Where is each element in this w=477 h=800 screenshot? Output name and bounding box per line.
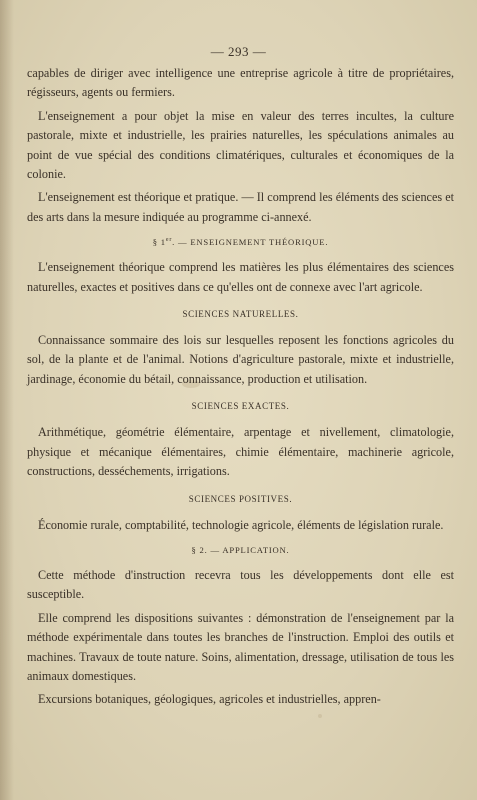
paper-stain — [318, 714, 322, 718]
paragraph: Cette méthode d'instruction recevra tous les développements dont elle est susceptible. — [27, 567, 454, 602]
page-number: — 293 — — [210, 44, 267, 59]
paragraph: Excursions botaniques, géologiques, agricoles et industrielles, appren- — [38, 692, 381, 707]
paragraph: Connaissance sommaire des lois sur lesquelles reposent les fonctions agricoles du sol, de la plante et de l'animal. Notions d'agriculture pastorale, mixte et industrielle, jardinage, économie du bétail, connaissance, production et utilisation. — [27, 333, 454, 386]
paragraph: Arithmétique, géométrie élémentaire, arpentage et nivellement, climatologie, physique et mécanique élémentaires, chimie élémentaire, machinerie agricole, constructions, desséchements, irrigations. — [27, 425, 454, 479]
section-heading — [27, 237, 454, 247]
paragraph: L'enseignement théorique comprend les matières les plus élémentaires des sciences naturelles, exactes et positives dans ce qu'elles ont de connexe avec l'art agricole. — [27, 260, 454, 294]
section-ordinal: er — [165, 237, 173, 244]
paragraph: L'enseignement a pour objet la mise en valeur des terres incultes, la culture pastorale, mixte et industrielle, les prairies naturelles, les spéculations animales au point de vue spécial des conditions climatériques, culturales et économiques de la colonie. — [27, 108, 454, 182]
paragraph: Économie rurale, comptabilité, technologie agricole, éléments de législation rurale. — [38, 517, 444, 532]
page-body — [27, 64, 454, 714]
binding-shadow — [0, 0, 14, 800]
paragraph: capables de diriger avec intelligence une entreprise agricole à titre de propriétaires, régisseurs, agents ou fermiers. — [27, 66, 454, 100]
subsection-heading: SCIENCES NATURELLES. — [182, 309, 299, 320]
paragraph: Elle comprend les dispositions suivantes : démonstration de l'enseignement par la méthode expérimentale dans toutes les branches de l'instruction. Emploi des outils et machines. Travaux de toute nature. Soins, alimentation, dressage, utilisation de tous les animaux domestiques. — [27, 610, 454, 683]
subsection-heading: SCIENCES EXACTES. — [191, 401, 290, 412]
paragraph: L'enseignement est théorique et pratique. — Il comprend les éléments des sciences et des arts dans la mesure indiquée au programme ci-annexé. — [27, 190, 454, 224]
section-title: . — ENSEIGNEMENT THÉORIQUE. — [172, 237, 329, 248]
subsection-heading: SCIENCES POSITIVES. — [188, 493, 293, 504]
section-mark: § 1 — [152, 237, 166, 248]
section-heading: § 2. — APPLICATION. — [191, 544, 290, 555]
